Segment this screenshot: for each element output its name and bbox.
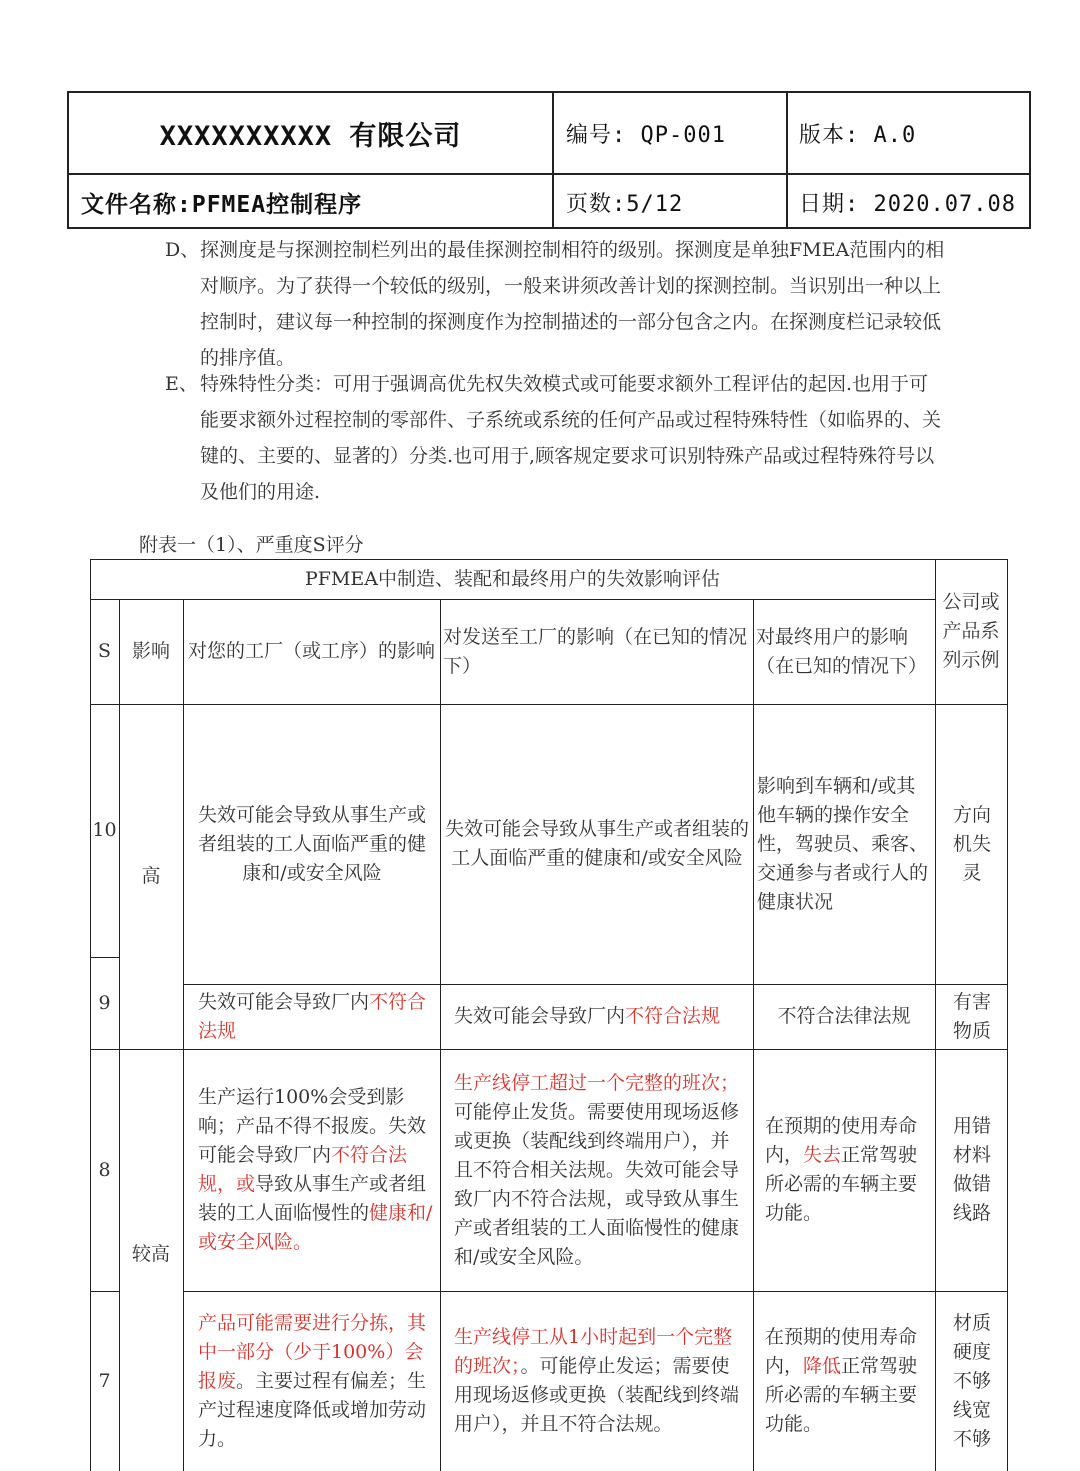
row9-plant-effect: 失效可能会导致厂内不符合法规: [198, 990, 427, 1042]
row8-example: 用错材料做错线路: [952, 1115, 991, 1224]
row8-user-effect: 在预期的使用寿命内，失去正常驾驶所必需的车辆主要功能。: [765, 1115, 918, 1224]
document-header: [67, 91, 1031, 229]
row7-plant-effect: 产品可能需要进行分拣，其中一部分（少于100%）会报废。主要过程有偏差；生产过程速度降低或增加劳动力。: [198, 1311, 427, 1450]
paragraph-d: [165, 232, 1045, 376]
row10-example: 方向机失灵: [952, 803, 991, 884]
document-number: 编号: QP-001: [566, 122, 726, 148]
severity-value: 8: [98, 1158, 111, 1181]
paragraph-marker: E、: [165, 373, 198, 395]
page-count: 页数:5/12: [566, 191, 684, 217]
severity-table: [90, 559, 1008, 1471]
table-border: [753, 599, 754, 1471]
paragraph-marker: D、: [165, 239, 200, 261]
table-border: [1007, 559, 1008, 1471]
column-header-plant: 对您的工厂（或工序）的影响: [187, 640, 435, 662]
paragraph-line: 对顺序。为了获得一个较低的级别，一般来讲须改善计划的探测控制。当识别出一种以上: [200, 275, 942, 297]
paragraph-line: 控制时，建议每一种控制的探测度作为控制描述的一部分包含之内。在探测度栏记录较低: [200, 311, 942, 333]
column-header-example: 公司或产品系列示例: [942, 591, 1000, 671]
document-name: 文件名称:PFMEA控制程序: [81, 191, 363, 218]
paragraph-e: [165, 366, 1045, 510]
table-border: [440, 599, 441, 1471]
column-header-effect: 影响: [131, 640, 170, 662]
effect-high: 高: [141, 865, 161, 887]
table-border: [183, 599, 184, 1471]
row7-example: 材质硬度不够线宽不够: [952, 1311, 991, 1450]
row8-plant-effect: 生产运行100%会受到影响；产品不得不报废。失效可能会导致厂内不符合法规，或导致从事生产或者组装的工人面临慢性的健康和/或安全风险。: [198, 1086, 433, 1253]
column-header-ship: 对发送至工厂的影响（在已知的情况下）: [443, 625, 748, 677]
paragraph-line: 及他们的用途.: [200, 481, 321, 503]
paragraph-line: 键的、主要的、显著的）分类.也可用于,顾客规定要求可识别特殊产品或过程特殊符号以: [200, 445, 935, 467]
column-header-s: S: [97, 640, 112, 662]
effect-mid-high: 较高: [131, 1242, 170, 1265]
row9-ship-effect: 失效可能会导致厂内不符合法规: [454, 1005, 721, 1027]
row10-user-effect: 影响到车辆和/或其他车辆的操作安全性，驾驶员、乘客、交通参与者或行人的健康状况: [757, 774, 929, 913]
table-title: PFMEA中制造、装配和最终用户的失效影响评估: [304, 567, 720, 590]
header-divider: [552, 93, 554, 227]
paragraph-line: 特殊特性分类：可用于强调高优先权失效模式或可能要求额外工程评估的起因.也用于可: [200, 373, 929, 395]
table-border: [935, 559, 936, 1471]
paragraph-line: 的排序值。: [200, 347, 296, 369]
row9-user-effect: 不符合法律法规: [777, 1005, 911, 1027]
paragraph-line: 能要求额外过程控制的零部件、子系统或系统的任何产品或过程特殊特性（如临界的、关: [200, 409, 942, 431]
row8-ship-effect: 生产线停工超过一个完整的班次；可能停止发货。需要使用现场返修或更换（装配线到终端用户），并且不符合相关法规。失效可能会导致厂内不符合法规，或导致从事生产或者组装的工人面临慢性的健康和/或安全风险。: [454, 1071, 740, 1268]
table-caption: 附表一（1）、严重度S评分: [139, 534, 364, 556]
document-version: 版本: A.0: [799, 122, 917, 148]
document-date: 日期: 2020.07.08: [799, 191, 1016, 217]
row10-plant-effect: 失效可能会导致从事生产或者组装的工人面临严重的健康和/或安全风险: [197, 803, 426, 884]
row10-ship-effect: 失效可能会导致从事生产或者组装的工人面临严重的健康和/或安全风险: [444, 818, 749, 869]
company-name: XXXXXXXXXX 有限公司: [159, 120, 462, 152]
row7-user-effect: 在预期的使用寿命内，降低正常驾驶所必需的车辆主要功能。: [765, 1326, 918, 1435]
severity-value: 10: [92, 819, 117, 841]
row7-ship-effect: 生产线停工从1小时起到一个完整的班次；。可能停止发运；需要使用现场返修或更换（装配线到终端用户），并且不符合法规。: [454, 1326, 740, 1435]
severity-value: 7: [98, 1369, 111, 1392]
paragraph-line: 探测度是与探测控制栏列出的最佳探测控制相符的级别。探测度是单独FMEA范围内的相: [200, 239, 945, 261]
severity-value: 9: [98, 991, 111, 1014]
column-header-user: 对最终用户的影响（在已知的情况下）: [756, 625, 928, 677]
header-divider: [786, 93, 788, 227]
row9-example: 有害物质: [952, 990, 991, 1042]
